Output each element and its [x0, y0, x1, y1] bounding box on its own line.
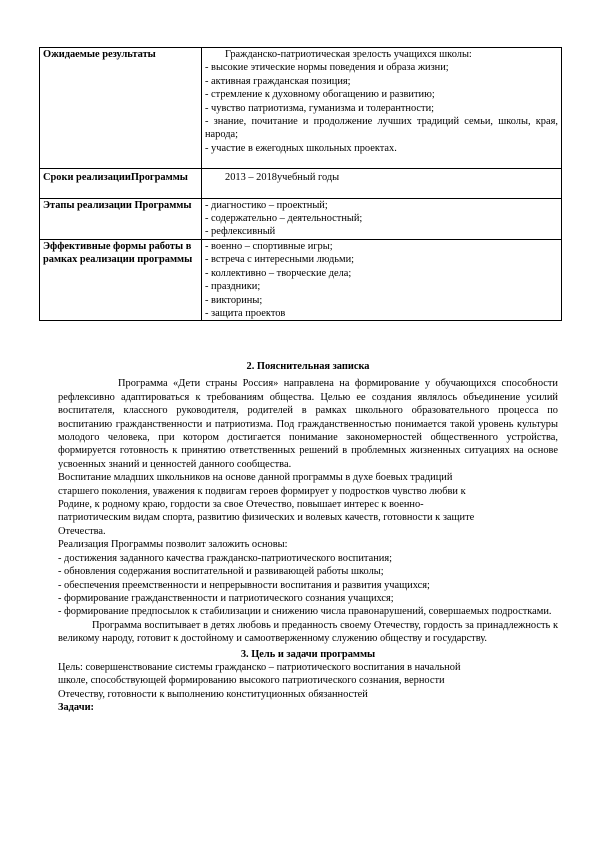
text-line: Родине, к родному краю, гордости за свое Отечество, повышает интерес к военно- [58, 499, 424, 511]
terms-cell [202, 169, 562, 198]
list-item: - формирование предпосылок к стабилизации и снижению числа правонарушений, совершаемых подростками. [58, 606, 552, 618]
program-passport-table [39, 47, 562, 321]
list-item: - защита проектов [205, 307, 286, 319]
table-row [40, 198, 562, 239]
list-intro: Реализация Программы позволит заложить основы: [58, 539, 288, 551]
stages-label: Этапы реализации Программы [40, 198, 202, 239]
list-item: - праздники; [205, 281, 261, 293]
table-row [40, 169, 562, 198]
list-item: - достижения заданного качества гражданско-патриотического воспитания; [58, 552, 392, 564]
list-item: - обеспечения преемственности и непрерывности воспитания и развития учащихся; [58, 579, 430, 591]
list-item: - чувство патриотизма, гуманизма и толерантности; [205, 102, 435, 114]
list-item: - формирование гражданственности и патриотического сознания учащихся; [58, 592, 394, 604]
forms-cell [202, 239, 562, 320]
forms-label: Эффективные формы работы в рамках реализации программы [40, 239, 202, 320]
list-item: - участие в ежегодных школьных проектах. [205, 142, 397, 154]
table-row [40, 48, 562, 169]
section-heading: 2. Пояснительная записка [246, 361, 370, 372]
list-item: - диагностико – проектный; [205, 199, 328, 211]
paragraph: Программа воспитывает в детях любовь и преданность своему Отечеству, гордость за принадлежность к великому народу, готовит к достойному и самоотверженному служению обществу и государству. [58, 619, 558, 645]
list-item: - рефлексивный [205, 226, 276, 238]
results-label: Ожидаемые результаты [40, 48, 202, 169]
terms-label: Сроки реализацииПрограммы [40, 169, 202, 198]
results-intro: Гражданско-патриотическая зрелость учащихся школы: [225, 49, 472, 60]
list-item: - высокие этические нормы поведения и образа жизни; [205, 62, 449, 74]
paragraph: Программа «Дети страны Россия» направлена на формирование у обучающихся способности рефлексивно адаптироваться к требованиям общества. Целью ее создания являлось объединение усилий воспитателя, классного руководителя, родителей в рамках школьного образовательного процесса по воспитанию гражданственности и патриотизма. Под гражданственностью понимается такой уровень культуры молодого человека, при котором достигается понимание закономерностей общественного устройства, формируется готовность к принятию ответственных решений в проблемных жизненных ситуациях на основе усвоенных знаний и ценностей данного сообщества. [58, 378, 558, 470]
paragraph [58, 471, 558, 538]
table-row [40, 239, 562, 320]
list-item: - обновления содержания воспитательной и развивающей работы школы; [58, 566, 384, 578]
terms-value: 2013 – 2018учебный годы [225, 172, 340, 184]
list-item: - активная гражданская позиция; [205, 75, 351, 87]
text-line: Отечества. [58, 525, 106, 537]
explanatory-note-section [58, 360, 558, 715]
goal-paragraph [58, 661, 558, 701]
results-cell [202, 48, 562, 169]
list-item: - военно – спортивные игры; [205, 240, 333, 252]
text-line: Цель: совершенствование системы гражданско – патриотического воспитания в начальной [58, 661, 461, 673]
list-item: - содержательно – деятельностный; [205, 213, 363, 225]
stages-cell [202, 198, 562, 239]
text-line: школе, способствующей формированию высокого патриотического сознания, верности [58, 675, 445, 687]
text-line: Отечеству, готовности к выполнению конституционных обязанностей [58, 688, 368, 700]
list-item: - знание, почитание и продолжение лучших традиций семьи, школы, края, народа; [205, 116, 558, 141]
text-line: патриотическим видам спорта, развитию физических и волевых качеств, готовности к защите [58, 512, 475, 524]
section-heading: 3. Цель и задачи программы [240, 648, 376, 660]
foundations-list [58, 538, 558, 618]
text-line: старшего поколения, уважения к подвигам героев формирует у подростков чувство любви к [58, 485, 466, 497]
list-item: - встреча с интересными людьми; [205, 254, 355, 266]
tasks-label: Задачи: [58, 702, 95, 714]
list-item: - стремление к духовному обогащению и развитию; [205, 89, 435, 101]
list-item: - коллективно – творческие дела; [205, 267, 352, 279]
list-item: - викторины; [205, 294, 263, 306]
text-line: Воспитание младших школьников на основе данной программы в духе боевых традиций [58, 472, 453, 484]
